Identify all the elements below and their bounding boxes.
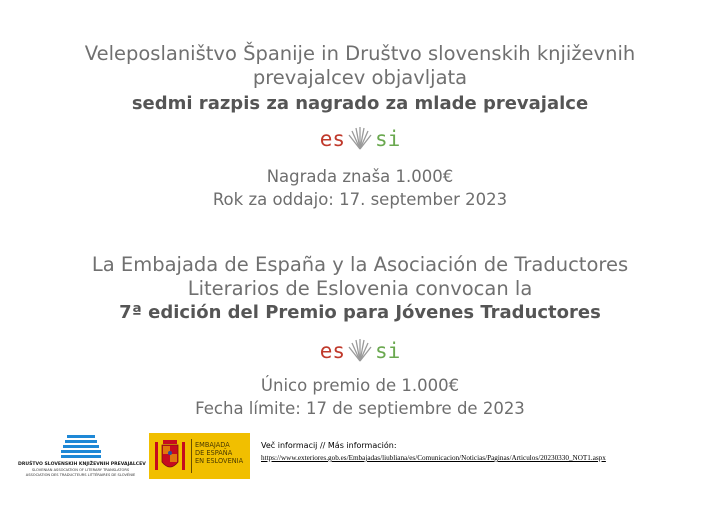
slovene-deadline: Rok za oddajo: 17. september 2023 — [212, 190, 508, 209]
embassy-divider — [191, 439, 192, 473]
spanish-prize: Único premio de 1.000€ — [260, 376, 460, 395]
spanish-info — [0, 374, 720, 420]
dskp-emblem-icon — [61, 435, 101, 461]
fan-icon — [347, 338, 373, 362]
spain-coat-of-arms-icon — [153, 436, 187, 476]
dskp-name: DRUŠTVO SLOVENSKIH KNJIŽEVNIH PREVAJALCEV — [18, 462, 146, 467]
spanish-intro — [0, 253, 720, 301]
slovene-intro-line2: prevajalcev objavljata — [252, 66, 468, 89]
slovene-intro-line1: Veleposlaništvo Španije in Društvo slovenskih književnih — [84, 42, 636, 65]
logo-es: es — [319, 127, 345, 151]
logo-si: si — [375, 127, 401, 151]
spanish-intro-line2: Literarios de Eslovenia convocan la — [187, 277, 533, 300]
logo-es-2: es — [319, 339, 345, 363]
dskp-french: ASSOCIATION DES TRADUCTEURS LITTÉRAIRES DE SLOVÉNIE — [25, 472, 136, 477]
dskp-logo — [18, 433, 146, 491]
slovene-prize: Nagrada znaša 1.000€ — [266, 167, 454, 186]
fan-icon — [347, 126, 373, 150]
embassy-label — [195, 441, 243, 465]
spanish-intro-line1: La Embajada de España y la Asociación de Traductores — [91, 253, 629, 276]
spanish-deadline: Fecha límite: 17 de septiembre de 2023 — [195, 399, 525, 418]
embassy-line2: DE ESPAÑA — [195, 449, 233, 457]
spanish-title: 7ª edición del Premio para Jóvenes Traductores — [119, 302, 601, 323]
more-info-heading: Več informacij // Más información: — [261, 441, 397, 450]
essi-logo-2 — [0, 336, 720, 362]
embassy-line1: EMBAJADA — [195, 441, 230, 449]
embassy-line3: EN ESLOVENIA — [195, 457, 244, 465]
slovene-info — [0, 165, 720, 211]
slovene-title: sedmi razpis za nagrado za mlade prevajalce — [131, 93, 589, 114]
embassy-logo — [149, 433, 250, 479]
footer — [0, 433, 720, 493]
more-info-link[interactable]: https://www.exteriores.gob.es/Embajadas/liubliana/es/Comunicacion/Noticias/Paginas/Articulos/20230330_NOT1.aspx — [261, 454, 606, 462]
more-info — [261, 441, 606, 462]
logo-si-2: si — [375, 339, 401, 363]
slovene-intro — [0, 42, 720, 90]
dskp-english: SLOVENIAN ASSOCIATION OF LITERARY TRANSLATORS — [31, 468, 130, 472]
essi-logo — [0, 124, 720, 150]
